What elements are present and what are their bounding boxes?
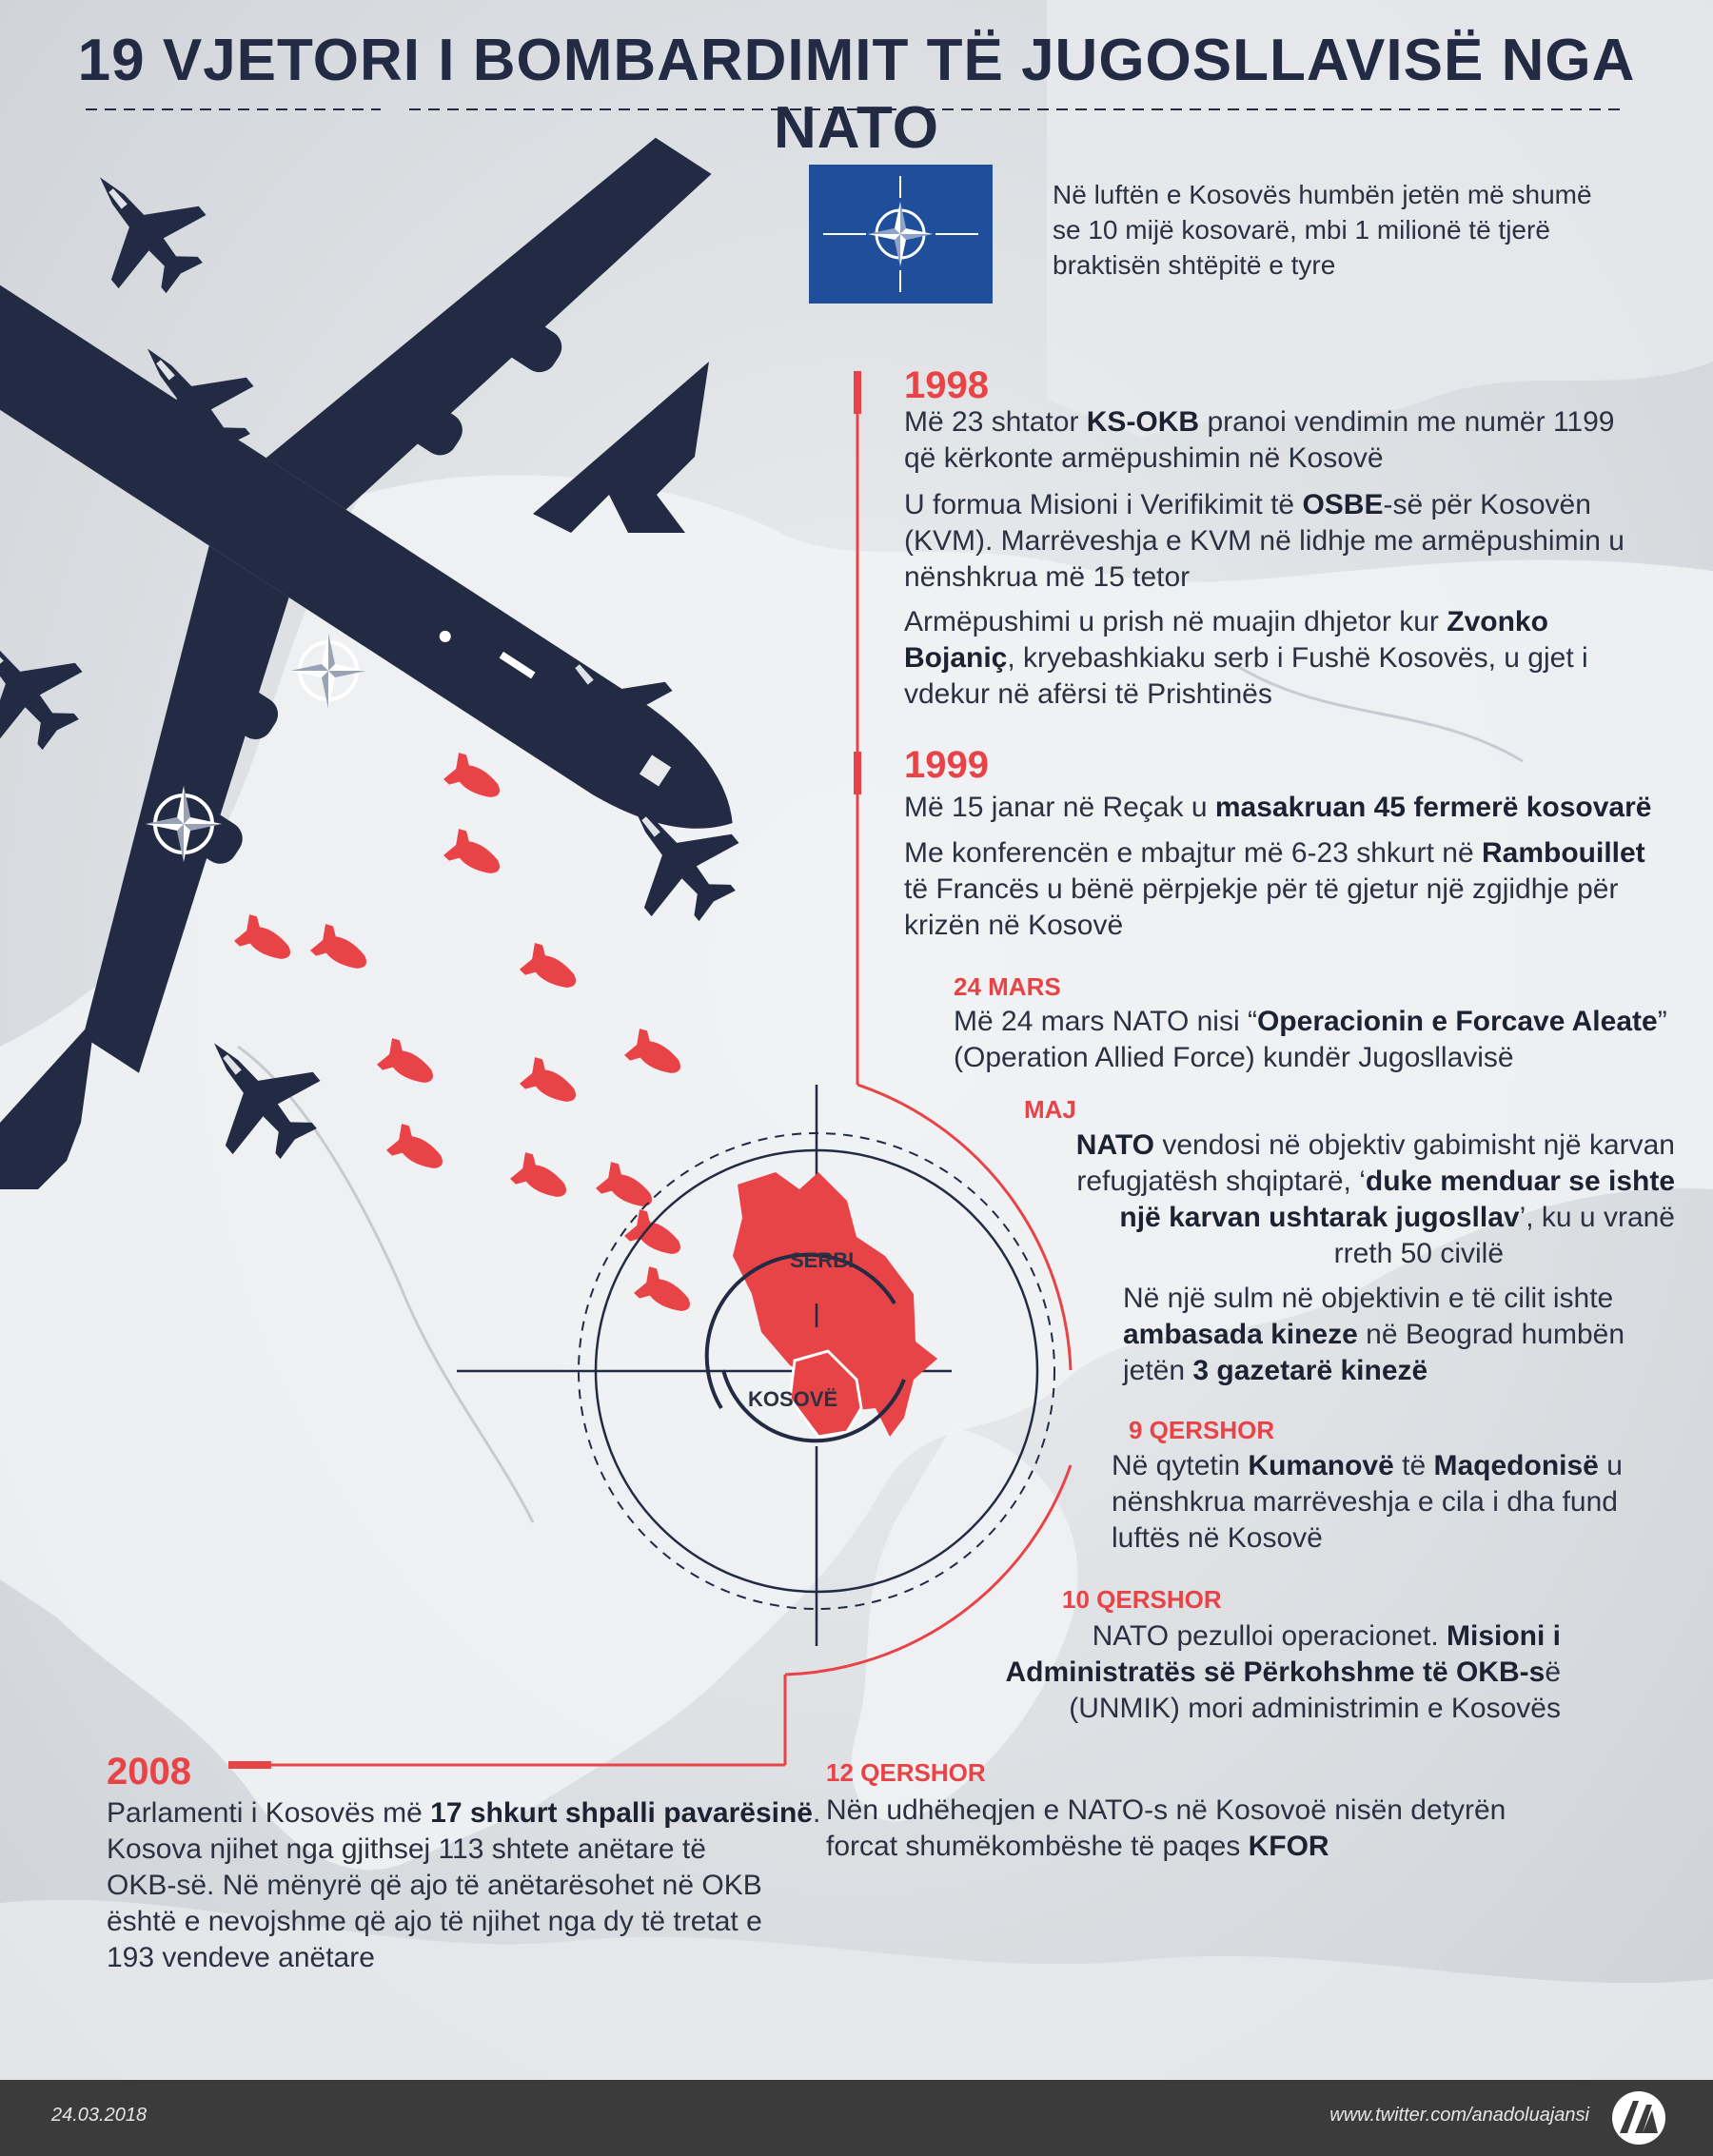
event-9-qershor: Në qytetin Kumanovë të Maqedonisë u nënshkrua marrëveshja e cila i dha fund luftës në Kosovë [1112,1450,1623,1554]
date-9-qershor: 9 QERSHOR [1129,1416,1275,1444]
anadolu-logo-icon [1610,2089,1667,2146]
event-1998-ceasefire: Armëpushimi u prish në muajin dhjetor kur Zvonko Bojaniç, kryebashkiaku serb i Fushë Kosovës, u gjet i vdekur në afërsi të Prishtinës [904,606,1588,710]
event-1999-rambouillet: Me konferencën e mbajtur më 6-23 shkurt në Rambouillet të Francës u bënë përpjekje për të gjetur një zgjidhje për krizën në Kosovë [904,837,1645,941]
event-12-qershor: Nën udhëheqjen e NATO-s në Kosovoë nisën detyrën forcat shumëkombëshe të paqes KFOR [826,1794,1506,1862]
date-maj: MAJ [1024,1095,1076,1124]
map-label-kosovo: KOSOVË [748,1387,838,1411]
intro-text: Në luftën e Kosovës humbën jetën më shumë se 10 mijë kosovarë, mbi 1 milionë të tjerë braktisën shtëpitë e tyre [1053,180,1592,280]
year-1999: 1999 [904,744,989,786]
footer-date: 24.03.2018 [51,2105,148,2126]
map-label-serbia: SERBI [790,1248,855,1272]
date-24-mars: 24 MARS [954,972,1061,1001]
year-1998: 1998 [904,364,989,406]
event-1998-kvm: U formua Misioni i Verifikimit të OSBE-së për Kosovën (KVM). Marrëveshja e KVM në lidhje me armëpushimin u nënshkrua më 15 tetor [904,489,1624,593]
page-title: 19 VJETORI I BOMBARDIMIT TË JUGOSLLAVISË NGA NATO [77,28,1636,161]
event-maj-embassy: Në një sulm në objektivin e të cilit ishte ambasada kineze në Beograd humbën jetën 3 gazetarë kinezë [1123,1283,1625,1386]
event-maj-convoy: NATO vendosi në objektiv gabimisht një karvan refugjatësh shqiptarë, ‘duke menduar se ishte një karvan ushtarak jugosllav’, ku u vranë rreth 50 civilë [1075,1129,1675,1269]
event-24-mars: Më 24 mars NATO nisi “Operacionin e Forcave Aleate” (Operation Allied Force) kundër Jugosllavisë [954,1006,1667,1073]
footer-twitter-link[interactable]: www.twitter.com/anadoluajansi [1329,2105,1589,2126]
footer [0,2080,1713,2156]
event-2008-independence: Parlamenti i Kosovës më 17 shkurt shpalli pavarësinë. Kosova njihet nga gjithsej 113 shtete anëtare të OKB-së. Në mënyrë që ajo të anëtarësohet në OKB është e nevojshme që ajo të njihet nga dy të tretat e 193 vendeve anëtare [107,1797,821,1973]
event-1998-resolution: Më 23 shtator KS-OKB pranoi vendimin me numër 1199 që kërkonte armëpushimin në Kosovë [904,406,1615,474]
nato-flag [809,165,993,304]
event-1999-racak: Më 15 janar në Reçak u masakruan 45 fermerë kosovarë [904,792,1652,823]
date-10-qershor: 10 QERSHOR [1062,1585,1222,1614]
date-12-qershor: 12 QERSHOR [826,1758,986,1787]
event-10-qershor: NATO pezulloi operacionet. Misioni i Administratës së Përkohshme të OKB-së (UNMIK) mori administrimin e Kosovës [1005,1620,1561,1724]
year-2008: 2008 [107,1751,191,1793]
